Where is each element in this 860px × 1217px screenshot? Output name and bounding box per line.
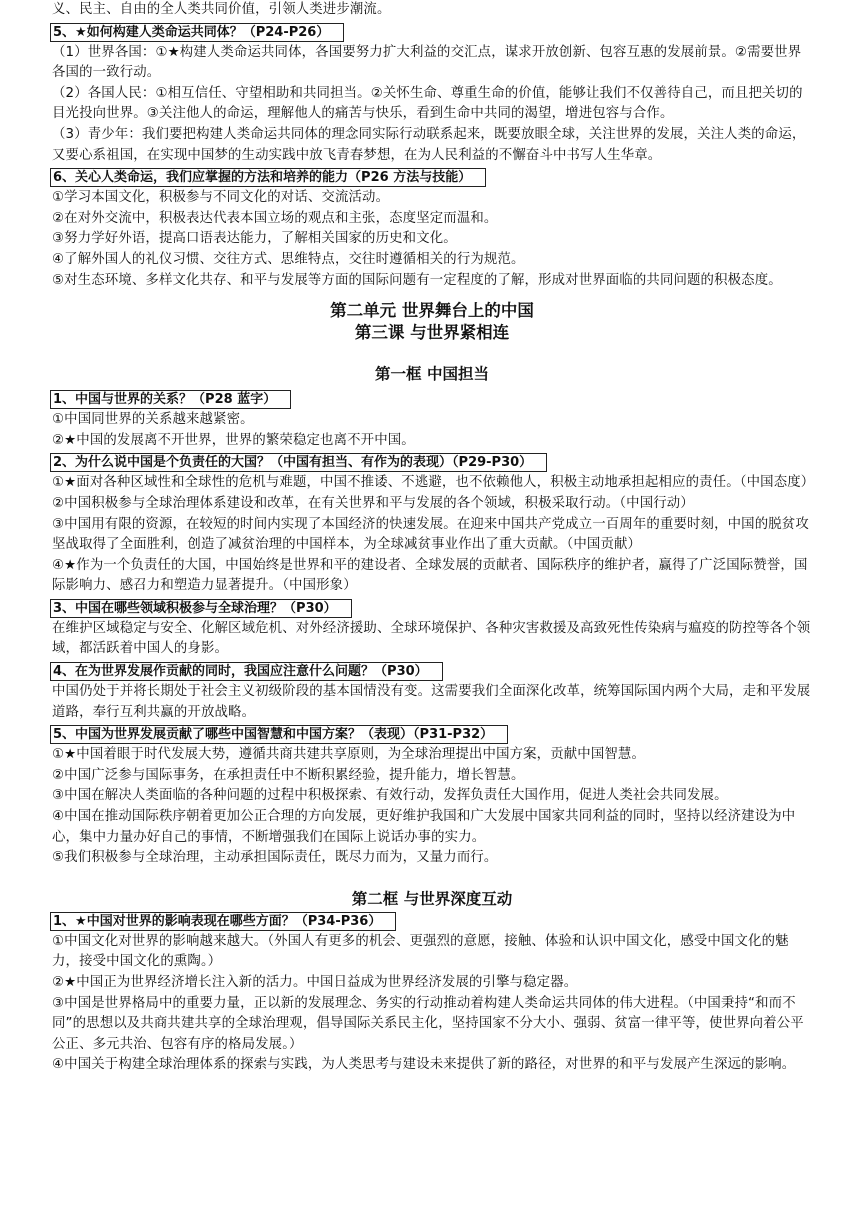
answer-line: （3）青少年：我们要把构建人类命运共同体的理念同实际行动联系起来，既要放眼全球，关注世界的发展，关注人类的命运，又要心系祖国，在实现中国梦的生动实践中放飞青春梦想，在为人民利益的不懈奋斗中书写人生华章。 <box>52 126 806 163</box>
question-heading: 3、中国在哪些领域积极参与全球治理？（P30） <box>50 599 352 618</box>
question-heading: 1、中国与世界的关系？（P28 蓝字） <box>50 390 291 409</box>
document-page <box>52 0 815 1076</box>
answer-line: ②★中国正为世界经济增长注入新的活力。中国日益成为世界经济发展的引擎与稳定器。 <box>52 975 578 990</box>
question-heading: 4、在为世界发展作贡献的同时，我国应注意什么问题？（P30） <box>50 662 443 681</box>
answer-line: （2）各国人民：①相互信任、守望相助和共同担当。②关怀生命、尊重生命的价值，能够让我们不仅善待自己，而且把关切的目光投向世界。③关注他人的命运，理解他人的痛苦与快乐，看到生命中共同的渴望，增进包容与合作。 <box>52 85 803 122</box>
answer-line: 中国仍处于并将长期处于社会主义初级阶段的基本国情没有变。这需要我们全面深化改革，统筹国际国内两个大局，走和平发展道路，奉行互利共赢的开放战略。 <box>52 684 811 720</box>
answer-line: ②中国积极参与全球治理体系建设和改革，在有关世界和平与发展的各个领域，积极采取行动。（中国行动） <box>52 495 694 511</box>
answer-line: （1）世界各国：①★构建人类命运共同体，各国要努力扩大利益的交汇点，谋求开放创新、包容互惠的发展前景。②需要世界各国的一致行动。 <box>52 44 802 81</box>
answer-line: ④中国在推动国际秩序朝着更加公正合理的方向发展，更好维护我国和广大发展中国家共同利益的同时，坚持以经济建设为中心，集中力量办好自己的事情，不断增强我们在国际上说话办事的实力。 <box>52 809 796 845</box>
answer-line: ①★面对各种区域性和全球性的危机与难题，中国不推诿、不逃避，也不依赖他人，积极主动地承担起相应的责任。（中国态度） <box>52 475 815 491</box>
answer-line: ③中国是世界格局中的重要力量，正以新的发展理念、务实的行动推动着构建人类命运共同体的伟大进程。（中国秉持“和而不同”的思想以及共商共建共享的全球治理观，倡导国际关系民主化，坚持国家不分大小、强弱、贫富一律平等，使世界向着公平公正、多元共治、包容有序的格局发展。） <box>52 995 804 1052</box>
lesson-title: 第三课 与世界紧相连 <box>354 323 510 343</box>
answer-line: ①★中国着眼于时代发展大势，遵循共商共建共享原则，为全球治理提出中国方案，贡献中国智慧。 <box>52 747 646 763</box>
question-heading: 5、★如何构建人类命运共同体？（P24-P26） <box>50 23 344 42</box>
answer-line: ②在对外交流中，积极表达代表本国立场的观点和主张，态度坚定而温和。 <box>52 210 498 226</box>
answer-line: ①中国同世界的关系越来越紧密。 <box>52 412 254 428</box>
answer-line: ⑤我们积极参与全球治理，主动承担国际责任，既尽力而为，又量力而行。 <box>52 850 498 866</box>
frame-title: 第一框 中国担当 <box>375 365 489 384</box>
answer-line: ②★中国的发展离不开世界，世界的繁荣稳定也离不开中国。 <box>52 432 415 448</box>
question-heading: 6、关心人类命运，我们应掌握的方法和培养的能力（P26 方法与技能） <box>50 168 486 187</box>
answer-line: ④了解外国人的礼仪习惯、交往方式、思维特点，交往时遵循相关的行为规范。 <box>52 251 525 267</box>
answer-line: ④中国关于构建全球治理体系的探索与实践，为人类思考与建设未来提供了新的路径，对世界的和平与发展产生深远的影响。 <box>52 1057 796 1073</box>
answer-line: ⑤对生态环境、多样文化共存、和平与发展等方面的国际问题有一定程度的了解，形成对世界面临的共同问题的积极态度。 <box>52 272 782 288</box>
answer-line: ①中国文化对世界的影响越来越大。（外国人有更多的机会、更强烈的意愿，接触、体验和认识中国文化，感受中国文化的魅力，接受中国文化的熏陶。） <box>52 933 789 970</box>
frame-title: 第二框 与世界深度互动 <box>351 889 513 908</box>
unit-title: 第二单元 世界舞台上的中国 <box>330 301 534 321</box>
answer-line: 在维护区域稳定与安全、化解区域危机、对外经济援助、全球环境保护、各种灾害救援及高致死性传染病与瘟疫的防控等各个领域，都活跃着中国人的身影。 <box>52 620 811 657</box>
answer-line: ①学习本国文化，积极参与不同文化的对话、交流活动。 <box>52 190 390 206</box>
answer-line: ④★作为一个负责任的大国，中国始终是世界和平的建设者、全球发展的贡献者、国际秩序的维护者，赢得了广泛国际赞誉，国际影响力、感召力和塑造力显著提升。（中国形象） <box>52 557 808 594</box>
question-heading: 1、★中国对世界的影响表现在哪些方面？（P34-P36） <box>50 912 396 931</box>
question-heading: 2、为什么说中国是个负责任的大国？（中国有担当、有作为的表现）（P29-P30） <box>50 453 547 472</box>
paragraph-intro: 义、民主、自由的全人类共同价值，引领人类进步潮流。 <box>52 2 391 17</box>
answer-line: ③中国用有限的资源，在较短的时间内实现了本国经济的快速发展。在迎来中国共产党成立一百周年的重要时刻，中国的脱贫攻坚战取得了全面胜利，创造了减贫治理的中国样本，为全球减贫事业作出了重大贡献。（中国贡献） <box>52 516 809 553</box>
question-heading: 5、中国为世界发展贡献了哪些中国智慧和中国方案？（表现）（P31-P32） <box>50 725 508 744</box>
answer-line: ③中国在解决人类面临的各种问题的过程中积极探索、有效行动，发挥负责任大国作用，促进人类社会共同发展。 <box>52 788 728 804</box>
answer-line: ②中国广泛参与国际事务，在承担责任中不断积累经验，提升能力，增长智慧。 <box>52 767 525 783</box>
answer-line: ③努力学好外语，提高口语表达能力，了解相关国家的历史和文化。 <box>52 231 457 247</box>
